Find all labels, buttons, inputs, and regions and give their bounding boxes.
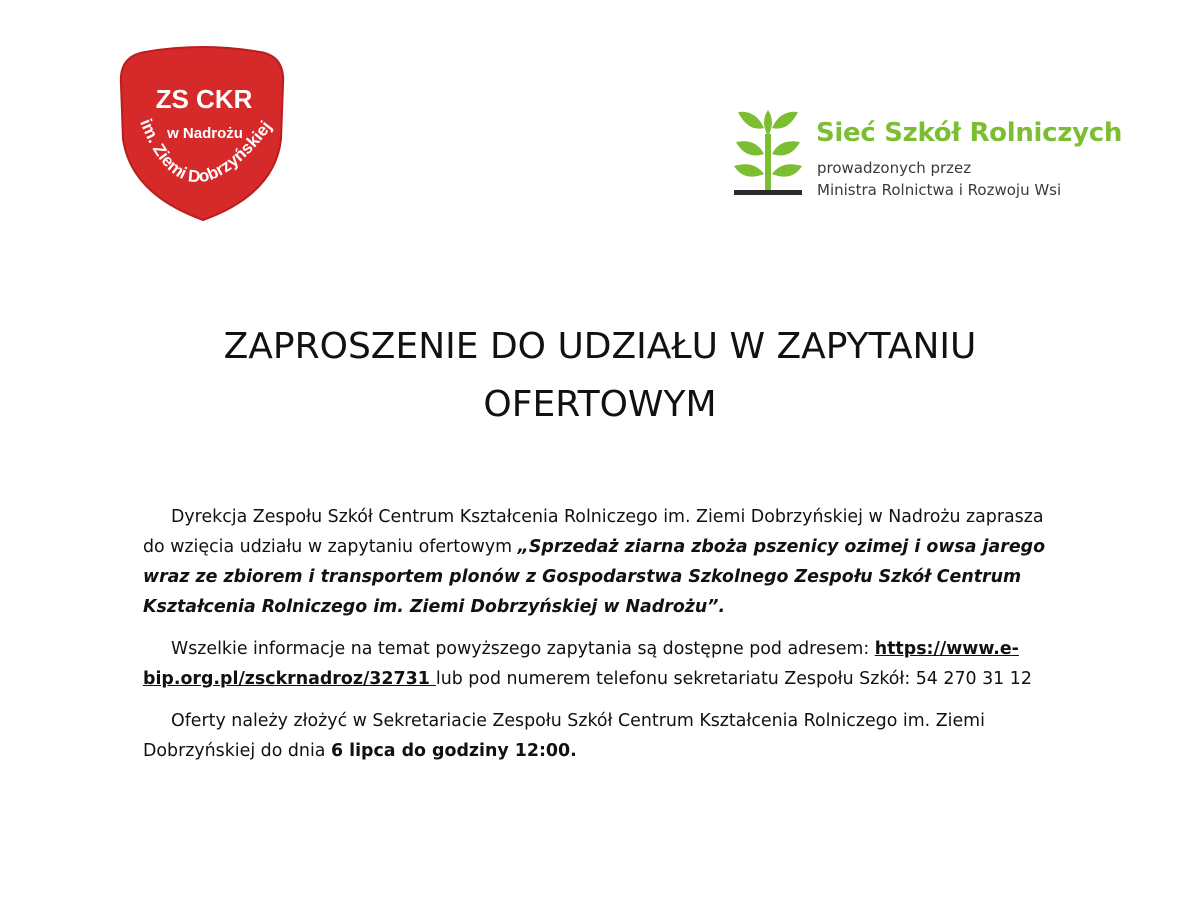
shield-arc-text: im. Ziemi Dobrzyńskiej [136, 116, 276, 187]
deadline-date: 6 lipca do godziny 12:00. [330, 741, 577, 761]
network-subtitle-line1: prowadzonych przez [817, 159, 972, 177]
bip-link[interactable]: https://www.e-bip.org.pl/zsckrnadroz/32731 [143, 639, 1019, 689]
information-text: Wszelkie informacje na temat powyższego zapytania są dostępne pod adresem: [171, 639, 875, 659]
paragraph-deadline [143, 706, 1068, 766]
school-shield-logo [115, 44, 290, 222]
shield-line1: ZS CKR [155, 84, 253, 114]
document-title [140, 318, 1060, 434]
green-leaf-plant-icon [734, 108, 802, 196]
document-body [143, 502, 1068, 778]
deadline-intro: Oferty należy złożyć w Sekretariacie Zespołu Szkół Centrum Kształcenia Rolniczego im. Ziemi Dobrzyńskiej do dnia [143, 711, 985, 761]
shield-icon [115, 44, 290, 222]
paragraph-invitation [143, 502, 1068, 622]
paragraph-information [143, 634, 1068, 694]
title-line2: OFERTOWYM [483, 384, 717, 425]
shield-line2: w Nadrożu [167, 125, 243, 142]
tender-subject: „Sprzedaż ziarna zboża pszenicy ozimej i owsa jarego wraz ze zbiorem i transportem plonów z Gospodarstwa Szkolnego Zespołu Szkół Centrum Kształcenia Rolniczego im. Ziemi Dobrzyńskiej w Nadrożu”. [143, 537, 1046, 617]
title-line1: ZAPROSZENIE DO UDZIAŁU W ZAPYTANIU [223, 326, 977, 367]
phone-text: lub pod numerem telefonu sekretariatu Zespołu Szkół: 54 270 31 12 [435, 669, 1032, 689]
invitation-text: Dyrekcja Zespołu Szkół Centrum Kształcenia Rolniczego im. Ziemi Dobrzyńskiej w Nadrożu zaprasza do wzięcia udziału w zapytaniu ofertowym [143, 507, 1044, 557]
network-title: Sieć Szkół Rolniczych [816, 118, 1123, 148]
agricultural-schools-network-logo [734, 108, 1134, 198]
network-subtitle-line2: Ministra Rolnictwa i Rozwoju Wsi [817, 181, 1062, 199]
